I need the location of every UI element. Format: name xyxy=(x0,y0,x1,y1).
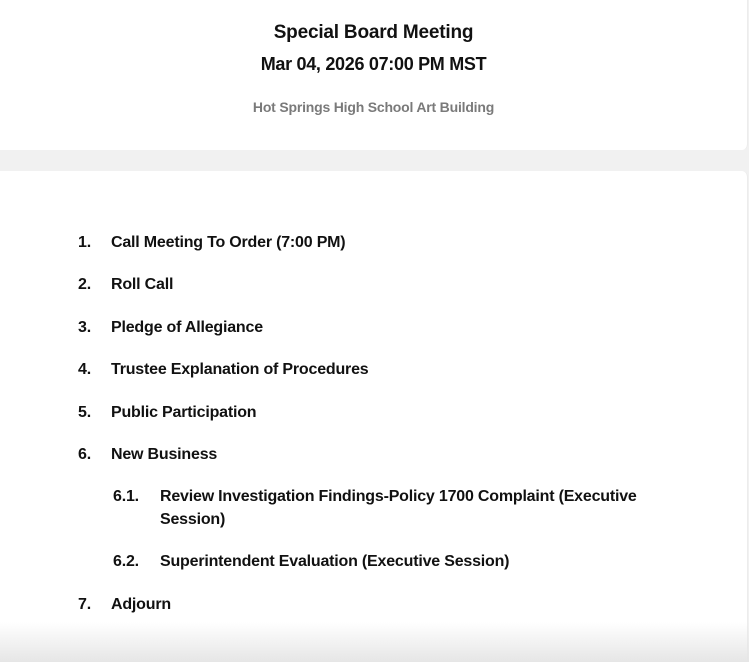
agenda-item-label: Pledge of Allegiance xyxy=(111,319,263,336)
agenda-item-label: Trustee Explanation of Procedures xyxy=(111,361,369,378)
section-divider xyxy=(0,150,749,171)
agenda-item-label: Public Participation xyxy=(111,404,257,421)
agenda-subitem-label: Superintendent Evaluation (Executive Session) xyxy=(160,553,510,570)
agenda-item-number: 6. xyxy=(78,446,91,463)
agenda-list xyxy=(0,171,748,662)
agenda-item-number: 5. xyxy=(78,404,91,421)
agenda-item-number: 7. xyxy=(78,596,91,613)
agenda-item-number: 1. xyxy=(78,234,91,251)
agenda-subitem-number: 6.2. xyxy=(113,553,139,570)
agenda-item-number: 2. xyxy=(78,276,91,293)
agenda-subitem-number: 6.1. xyxy=(113,488,139,505)
agenda-item-label: New Business xyxy=(111,446,218,463)
agenda-item-label: Call Meeting To Order (7:00 PM) xyxy=(111,234,346,251)
agenda-item-number: 4. xyxy=(78,361,91,378)
meeting-title: Special Board Meeting xyxy=(273,22,474,43)
meeting-location: Hot Springs High School Art Building xyxy=(252,99,495,115)
agenda-item-label: Adjourn xyxy=(111,596,171,613)
agenda-item-number: 3. xyxy=(78,319,91,336)
meeting-header xyxy=(0,0,748,150)
agenda-item-label: Roll Call xyxy=(111,276,174,293)
agenda-subitem-label: Review Investigation Findings-Policy 1700 Complaint (Executive Session) xyxy=(160,488,637,528)
meeting-datetime: Mar 04, 2026 07:00 PM MST xyxy=(260,54,487,74)
